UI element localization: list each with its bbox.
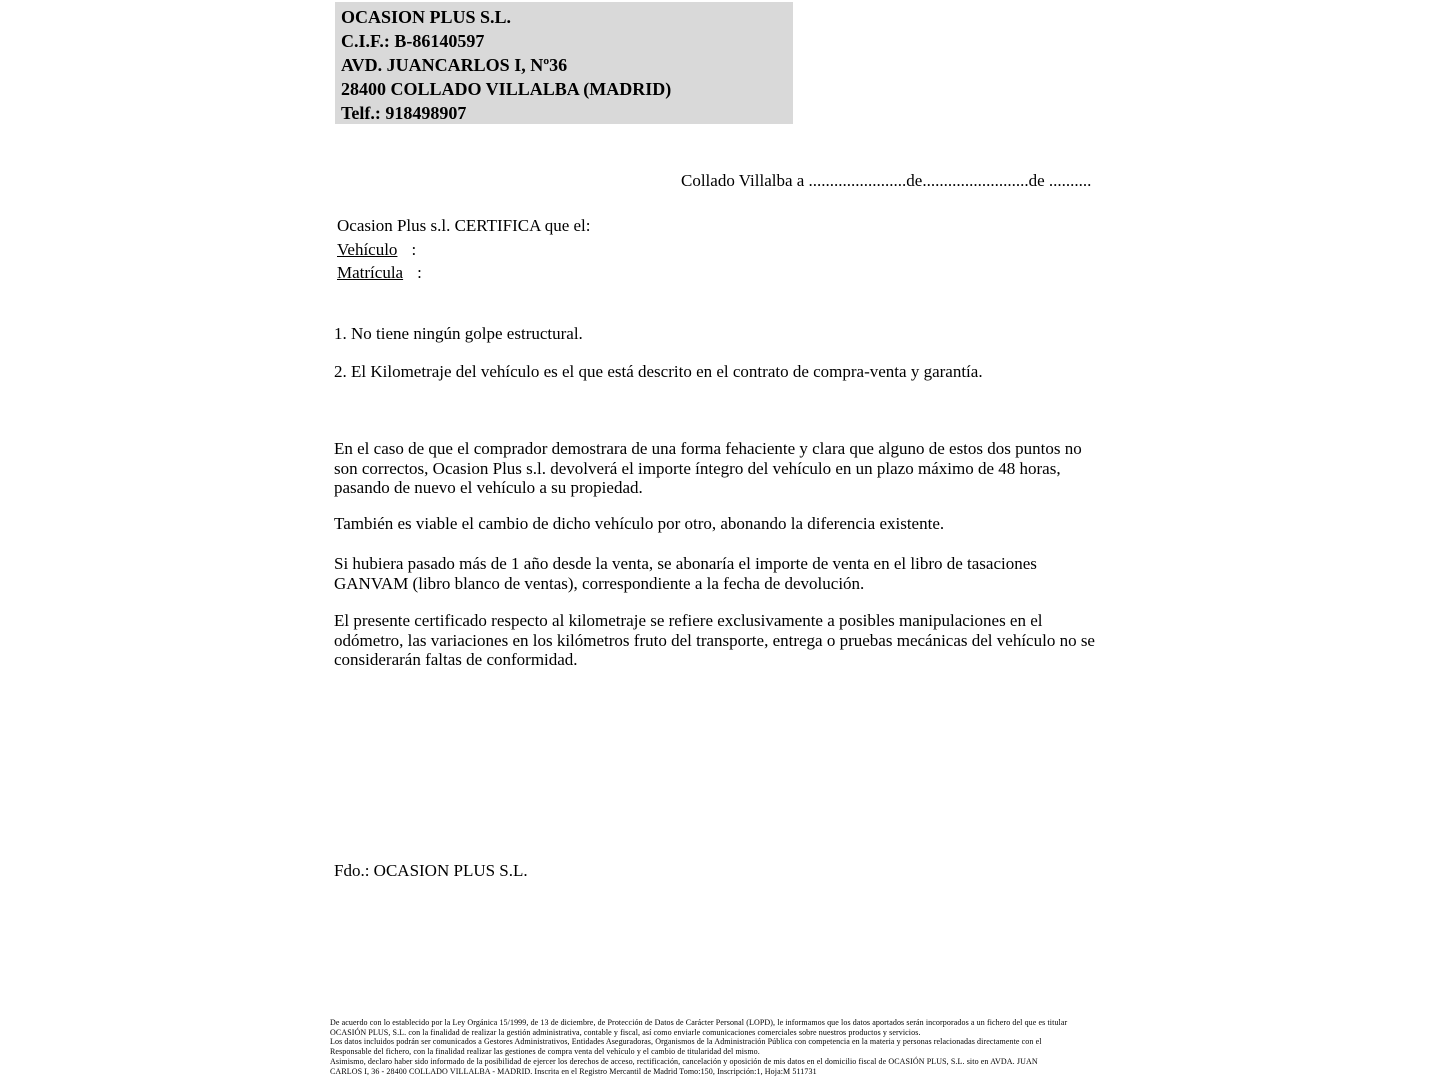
vehicle-line xyxy=(337,238,591,262)
legal-line: Los datos incluidos podrán ser comunicados a Gestores Administrativos, Entidades Aseguradoras, Organismos de la Administración Pública con competencia en la materia y personas relacionadas directamente con el xyxy=(330,1037,1042,1047)
plate-label: Matrícula xyxy=(337,263,404,282)
paragraph-refund: En el caso de que el comprador demostrara de una forma fehaciente y clara que alguno de estos dos puntos no son correctos, Ocasion Plus s.l. devolverá el importe íntegro del vehículo en un plazo máximo de 48 horas, pasando de nuevo el vehículo a su propiedad. xyxy=(334,439,1082,497)
company-city: 28400 COLLADO VILLALBA (MADRID) xyxy=(341,79,672,99)
letterhead-box xyxy=(335,2,793,124)
paragraph-ganvam: Si hubiera pasado más de 1 año desde la venta, se abonaría el importe de venta en el libro de tasaciones GANVAM (libro blanco de ventas), correspondiente a la fecha de devolución. xyxy=(334,554,1037,593)
company-name: OCASION PLUS S.L. xyxy=(341,7,512,27)
paragraph-odometer: El presente certificado respecto al kilometraje se refiere exclusivamente a posibles manipulaciones en el odómetro, las variaciones en los kilómetros fruto del transporte, entrega o pruebas mecánicas del vehículo no se considerarán faltas de conformidad. xyxy=(334,611,1095,669)
legal-fine-print xyxy=(330,1018,1120,1076)
legal-line: Responsable del fichero, con la finalidad realizar las gestiones de compra venta del vehículo y el cambio de titularidad del mismo. xyxy=(330,1047,760,1057)
legal-line: OCASIÓN PLUS, S.L. con la finalidad de realizar la gestión administrativa, contable y fiscal, así como enviarle comunicaciones comerciales sobre nuestros productos y servicios. xyxy=(330,1027,921,1037)
vehicle-label: Vehículo xyxy=(337,239,398,259)
legal-line: De acuerdo con lo establecido por la Ley Orgánica 15/1999, de 13 de diciembre, de Protección de Datos de Carácter Personal (LOPD), le informamos que los datos aportados serán incorporados a un fichero del que es titular xyxy=(330,1018,1068,1027)
signature-line: Fdo.: OCASION PLUS S.L. xyxy=(334,861,528,880)
certification-intro: Ocasion Plus s.l. CERTIFICA que el: xyxy=(337,216,591,235)
plate-colon: : xyxy=(417,263,422,282)
legal-line: Asimismo, declaro haber sido informado de la posibilidad de ejercer los derechos de acceso, rectificación, cancelación y oposición de mis datos en el domicilio fiscal de OCASIÓN PLUS, S.L. sito en AVDA. JUAN xyxy=(330,1056,1038,1066)
company-cif: C.I.F.: B-86140597 xyxy=(341,31,485,51)
company-address: AVD. JUANCARLOS I, Nº36 xyxy=(341,55,568,75)
legal-line: CARLOS I, 36 - 28400 COLLADO VILLALBA - MADRID. Inscrita en el Registro Mercantil de Madrid Tomo:150, Inscripción:1, Hoja:M 511731 xyxy=(330,1066,817,1076)
certification-block xyxy=(337,214,591,285)
date-line: Collado Villalba a .......................de.........................de .......... xyxy=(681,171,1092,190)
plate-line xyxy=(337,261,591,285)
point-no-structural-damage: 1. No tiene ningún golpe estructural. xyxy=(334,324,583,343)
paragraph-exchange: También es viable el cambio de dicho vehículo por otro, abonando la diferencia existente. xyxy=(334,514,945,533)
point-mileage: 2. El Kilometraje del vehículo es el que está descrito en el contrato de compra-venta y garantía. xyxy=(334,362,983,381)
company-phone: Telf.: 918498907 xyxy=(341,103,467,123)
vehicle-colon: : xyxy=(411,239,417,259)
